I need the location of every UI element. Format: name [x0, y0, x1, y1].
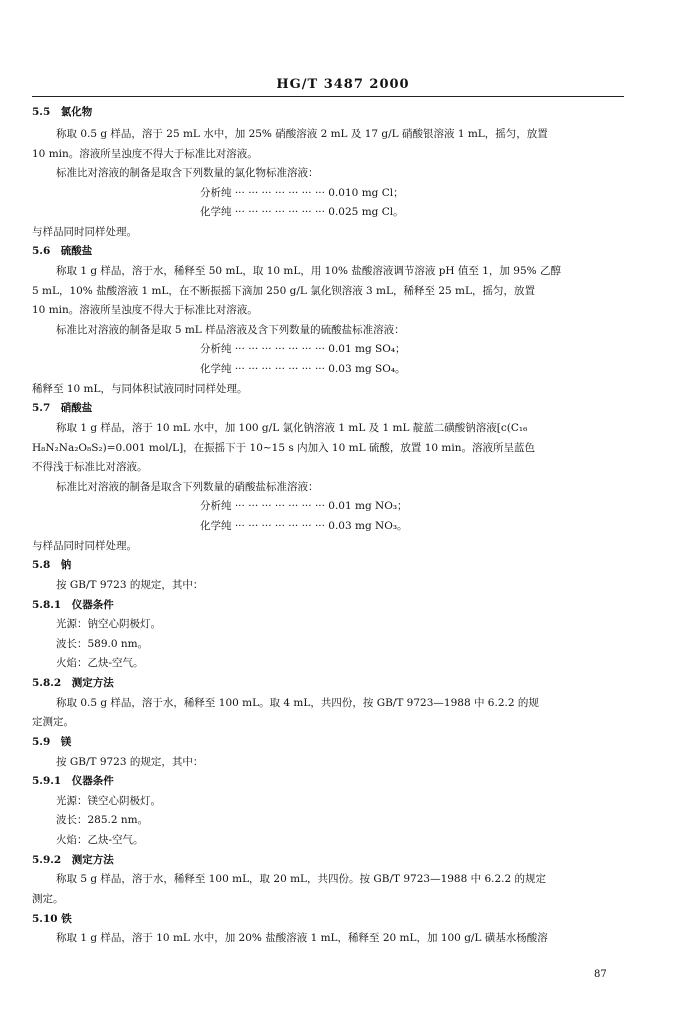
text-line: 标准比对溶液的制备是取 5 mL 样品溶液及含下列数量的硫酸盐标准溶液：: [56, 324, 405, 336]
text-line: 10 min。溶液所呈浊度不得大于标准比对溶液。: [32, 304, 258, 316]
text-line: 按 GB/T 9723 的规定，其中：: [56, 579, 204, 591]
header-rule: [32, 96, 624, 97]
text-line: 称取 1 g 样品，溶于 10 mL 水中，加 100 g/L 氯化钠溶液 1 mL 及 1 mL 靛蓝二磺酸钠溶液[c(C₁₆: [56, 422, 528, 434]
text-line: 火焰：乙炔-空气。: [56, 834, 144, 846]
text-line: 定测定。: [32, 716, 74, 728]
text-line: 波长：285.2 nm。: [56, 814, 149, 826]
text-line: 化学纯 ··· ··· ··· ··· ··· ··· ··· 0.03 mg SO₄。: [200, 363, 406, 375]
section-heading: 5.9.1 仪器条件: [32, 775, 114, 787]
text-line: 称取 0.5 g 样品，溶于水，稀释至 100 mL。取 4 mL，共四份，按 GB/T 9723—1988 中 6.2.2 的规: [56, 697, 539, 709]
text-line: 稀释至 10 mL，与同体积试液同时同样处理。: [32, 383, 248, 395]
text-line: 光源：钠空心阴极灯。: [56, 618, 161, 630]
text-line: 10 min。溶液所呈浊度不得大于标准比对溶液。: [32, 148, 258, 160]
text-line: 标准比对溶液的制备是取含下列数量的氯化物标准溶液：: [56, 167, 319, 179]
section-heading: 5.7 硝酸盐: [32, 402, 93, 414]
text-line: 分析纯 ··· ··· ··· ··· ··· ··· ··· 0.010 mg Cl；: [200, 187, 404, 199]
section-heading: 5.8.1 仪器条件: [32, 599, 114, 611]
text-line: 火焰：乙炔-空气。: [56, 657, 144, 669]
text-line: 分析纯 ··· ··· ··· ··· ··· ··· ··· 0.01 mg SO₄；: [200, 343, 406, 355]
text-line: 化学纯 ··· ··· ··· ··· ··· ··· ··· 0.03 mg NO₃。: [200, 520, 408, 532]
section-heading: 5.9.2 测定方法: [32, 854, 114, 866]
text-line: 测定。: [32, 893, 64, 905]
text-line: 称取 1 g 样品，溶于 10 mL 水中，加 20% 盐酸溶液 1 mL，稀释至 20 mL，加 100 g/L 磺基水杨酸溶: [56, 932, 548, 944]
text-line: H₈N₂Na₂O₈S₂)=0.001 mol/L]，在振摇下于 10~15 s 内加入 10 mL 硫酸，放置 10 min。溶液所呈蓝色: [32, 442, 536, 454]
text-line: 5 mL，10% 盐酸溶液 1 mL，在不断振摇下滴加 250 g/L 氯化钡溶液 3 mL，稀释至 25 mL，摇匀，放置: [32, 285, 535, 297]
section-heading: 5.8.2 测定方法: [32, 677, 114, 689]
text-line: 波长：589.0 nm。: [56, 638, 149, 650]
running-header: HG/T 3487 2000: [276, 77, 410, 92]
section-heading: 5.5 氯化物: [32, 106, 93, 118]
page-number: 87: [594, 969, 607, 980]
text-line: 光源：镁空心阴极灯。: [56, 795, 161, 807]
section-heading: 5.8 钠: [32, 559, 72, 571]
text-line: 不得浅于标准比对溶液。: [32, 461, 148, 473]
text-line: 按 GB/T 9723 的规定，其中：: [56, 756, 204, 768]
section-heading: 5.10 铁: [32, 913, 72, 925]
text-line: 称取 5 g 样品，溶于水，稀释至 100 mL，取 20 mL，共四份。按 GB/T 9723—1988 中 6.2.2 的规定: [56, 873, 547, 885]
text-line: 与样品同时同样处理。: [32, 540, 137, 552]
section-heading: 5.9 镁: [32, 736, 72, 748]
section-heading: 5.6 硫酸盐: [32, 245, 93, 257]
text-line: 标准比对溶液的制备是取含下列数量的硝酸盐标准溶液：: [56, 481, 319, 493]
text-line: 分析纯 ··· ··· ··· ··· ··· ··· ··· 0.01 mg NO₃；: [200, 500, 408, 512]
text-line: 称取 0.5 g 样品，溶于 25 mL 水中，加 25% 硝酸溶液 2 mL 及 17 g/L 硝酸银溶液 1 mL，摇匀，放置: [56, 128, 548, 140]
text-line: 化学纯 ··· ··· ··· ··· ··· ··· ··· 0.025 mg Cl。: [200, 206, 404, 218]
text-line: 称取 1 g 样品，溶于水，稀释至 50 mL，取 10 mL，用 10% 盐酸溶液调节溶液 pH 值至 1，加 95% 乙醇: [56, 265, 561, 277]
text-line: 与样品同时同样处理。: [32, 226, 137, 238]
